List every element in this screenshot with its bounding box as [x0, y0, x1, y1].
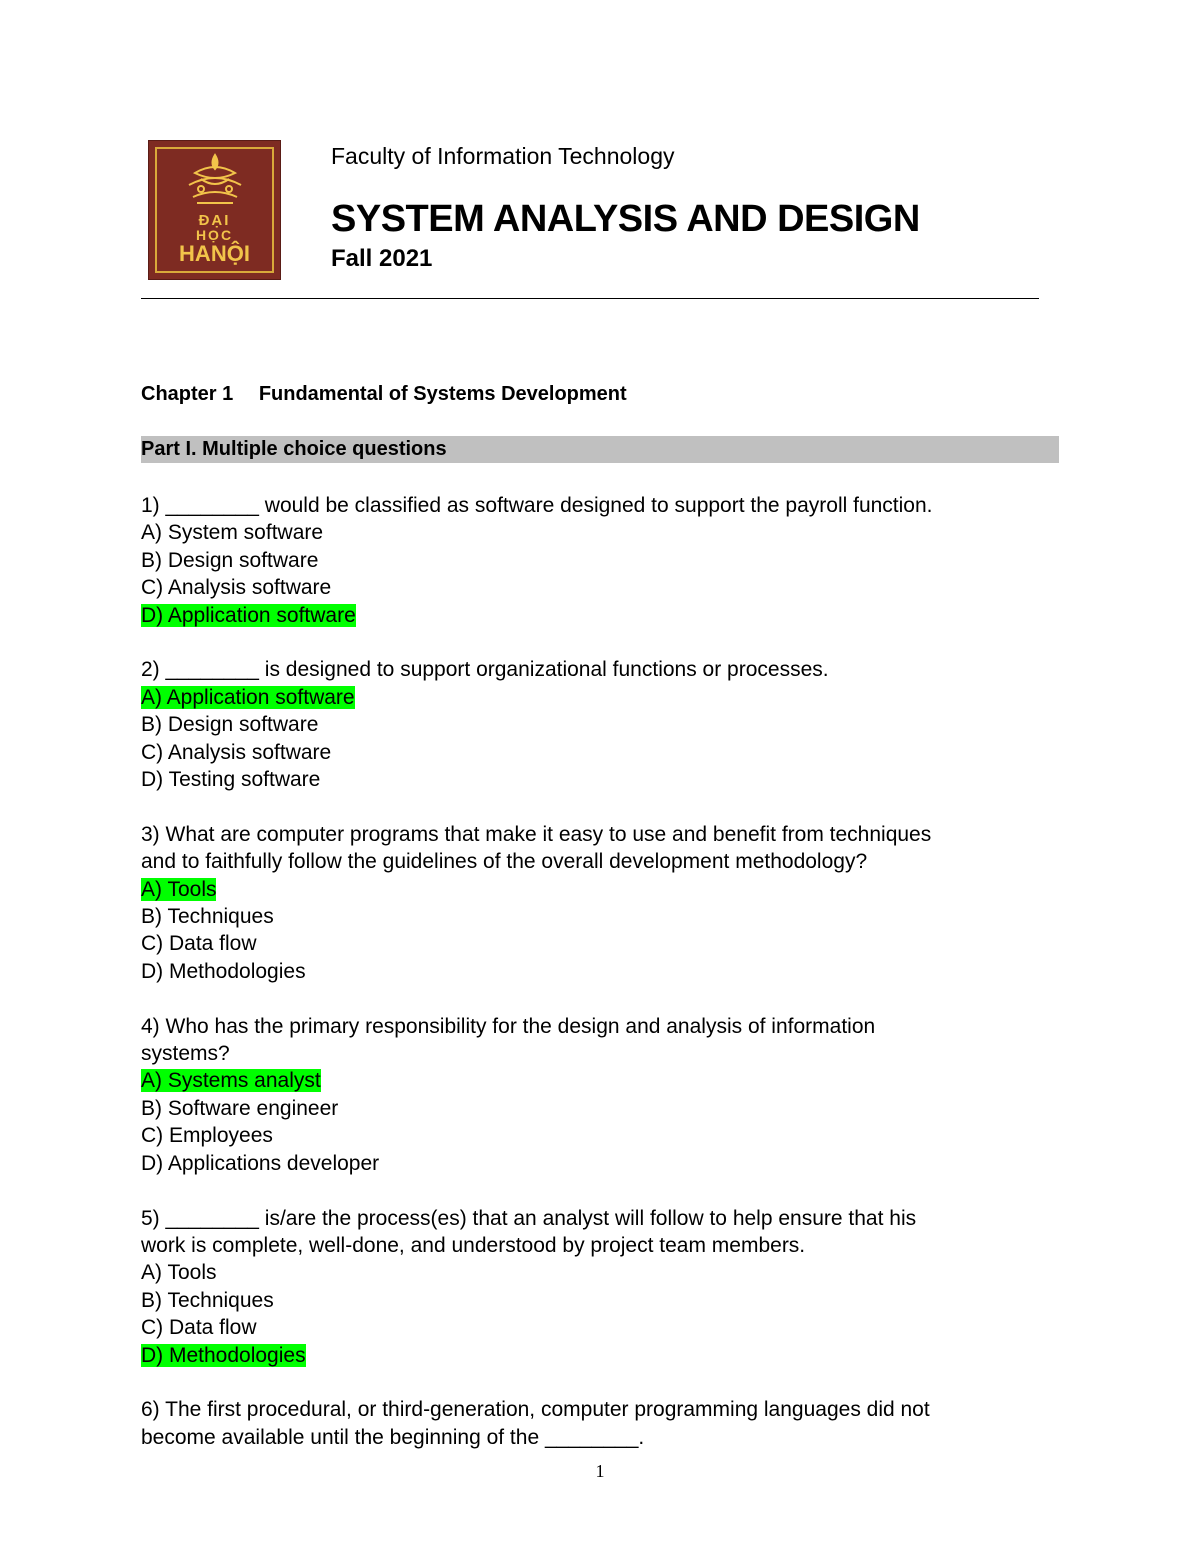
answer-option: A) System software — [141, 521, 324, 545]
question-stem: 5) ________ is/are the process(es) that an analyst will follow to help ensure that his — [141, 1206, 917, 1230]
question-stem: 1) ________ would be classified as software designed to support the payroll function. — [141, 494, 933, 517]
option-line — [141, 958, 1061, 985]
question-stem: 6) The first procedural, or third-generation, computer programming languages did not — [141, 1398, 930, 1422]
option-line — [141, 739, 1061, 766]
faculty-name: Faculty of Information Technology — [331, 143, 675, 169]
option-line — [141, 930, 1061, 957]
option-line — [141, 766, 1061, 793]
correct-answer-option: A) Application software — [141, 685, 355, 709]
question-stem: 3) What are computer programs that make it easy to use and benefit from techniques — [141, 822, 932, 846]
question-stem: work is complete, well-done, and understood by project team members. — [141, 1233, 806, 1257]
question-stem: become available until the beginning of the ________. — [141, 1425, 645, 1449]
answer-option: C) Employees — [141, 1124, 273, 1148]
option-line — [141, 602, 1061, 629]
chapter-title: Fundamental of Systems Development — [258, 383, 627, 405]
correct-answer-option: D) Application software — [141, 603, 356, 627]
answer-option: C) Analysis software — [141, 576, 332, 600]
option-line — [141, 684, 1061, 711]
correct-answer-option: A) Systems analyst — [141, 1069, 321, 1093]
option-line — [141, 1259, 1061, 1286]
question-item — [141, 1013, 1061, 1177]
term: Fall 2021 — [331, 245, 433, 272]
question-stem: 2) ________ is designed to support organizational functions or processes. — [141, 658, 829, 682]
logo-text-dai: ĐẠI — [198, 212, 231, 229]
part-heading: Part I. Multiple choice questions — [141, 436, 1059, 463]
answer-option: C) Analysis software — [141, 740, 332, 764]
option-line — [141, 1095, 1061, 1122]
question-stem: and to faithfully follow the guidelines of the overall development methodology? — [141, 850, 868, 874]
option-line — [141, 1067, 1061, 1094]
option-line — [141, 1150, 1061, 1177]
logo-text-hoc: HỌC — [195, 227, 234, 243]
question-item — [141, 1205, 1061, 1369]
option-line — [141, 519, 1061, 546]
answer-option: C) Data flow — [141, 1316, 257, 1340]
option-line — [141, 1342, 1061, 1369]
option-line — [141, 547, 1061, 574]
question-item — [141, 1396, 1061, 1451]
answer-option: B) Techniques — [141, 905, 274, 929]
course-title: SYSTEM ANALYSIS AND DESIGN — [331, 198, 920, 240]
option-line — [141, 1314, 1061, 1341]
question-item — [141, 821, 1061, 985]
correct-answer-option: D) Methodologies — [141, 1343, 306, 1367]
page-number: 1 — [595, 1461, 605, 1481]
question-list — [141, 492, 1061, 1479]
option-line — [141, 1122, 1061, 1149]
chapter-number: Chapter 1 — [141, 383, 234, 405]
chapter-heading — [141, 383, 627, 406]
option-line — [141, 903, 1061, 930]
answer-option: D) Methodologies — [141, 959, 306, 983]
option-line — [141, 876, 1061, 903]
answer-option: B) Design software — [141, 548, 319, 572]
question-stem: systems? — [141, 1042, 230, 1066]
header-divider — [141, 298, 1039, 299]
answer-option: B) Software engineer — [141, 1096, 339, 1120]
logo-text-hanoi: HANỘI — [179, 241, 250, 266]
option-line — [141, 574, 1061, 601]
answer-option: D) Applications developer — [141, 1151, 380, 1175]
answer-option: A) Tools — [141, 1261, 217, 1285]
answer-option: B) Techniques — [141, 1288, 274, 1312]
answer-option: D) Testing software — [141, 768, 321, 792]
university-logo — [148, 140, 281, 280]
answer-option: B) Design software — [141, 713, 319, 737]
question-stem: 4) Who has the primary responsibility for the design and analysis of information — [141, 1014, 876, 1038]
option-line — [141, 711, 1061, 738]
question-item — [141, 492, 1061, 629]
question-item — [141, 656, 1061, 793]
option-line — [141, 1287, 1061, 1314]
answer-option: C) Data flow — [141, 932, 257, 956]
correct-answer-option: A) Tools — [141, 877, 217, 901]
